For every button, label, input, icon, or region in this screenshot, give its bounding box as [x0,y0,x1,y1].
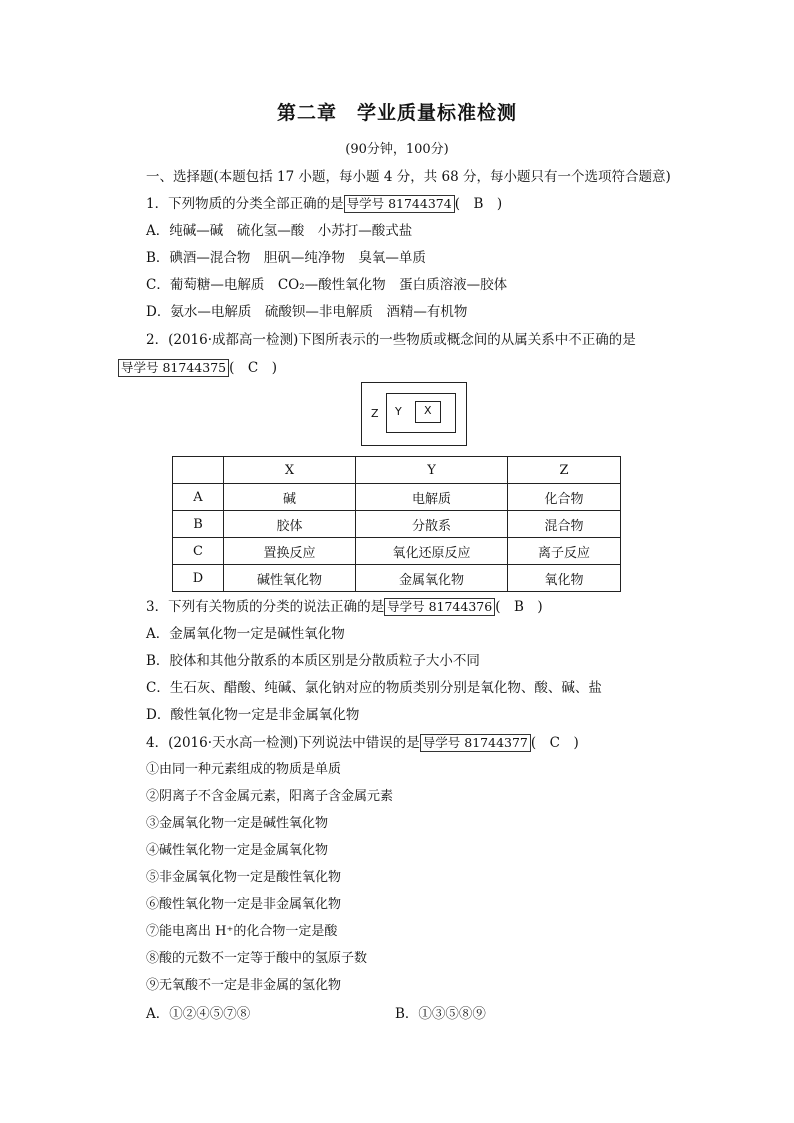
table-row [173,511,621,538]
question-3 [146,595,543,616]
question-1 [146,192,502,213]
statement: ③金属氧化物一定是碱性氧化物 [146,816,329,831]
statement: ⑧酸的元数不一定等于酸中的氢原子数 [146,951,368,966]
label-y: Y [395,405,402,418]
cell: 金属氧化物 [356,565,508,592]
statement: ①由同一种元素组成的物质是单质 [146,762,342,777]
question-stem: 3．下列有关物质的分类的说法正确的是 [146,599,385,615]
cell: 混合物 [508,511,621,538]
answer: ( B ) [454,196,503,212]
label-x: X [424,404,432,417]
option: A．①②④⑤⑦⑧ [146,1006,251,1022]
option: A．纯碱—碱 硫化氢—酸 小苏打—酸式盐 [146,223,413,239]
label-z: Z [371,407,379,420]
question-stem: 1．下列物质的分类全部正确的是 [146,196,344,212]
cell: 碱 [224,484,356,511]
venn-middle-box [386,393,456,433]
cell: 氧化物 [508,565,621,592]
statement: ⑨无氧酸不一定是非金属的氢化物 [146,978,342,993]
question-stem: 4．(2016·天水高一检测)下列说法中错误的是 [146,735,420,751]
venn-inner-box [415,401,441,423]
answer: ( B ) [495,599,543,615]
option: B．碘酒—混合物 胆矾—纯净物 臭氧—单质 [146,250,426,266]
header-cell: Z [508,457,621,484]
header-cell [173,457,224,484]
option: D．氨水—电解质 硫酸钡—非电解质 酒精—有机物 [146,304,468,320]
cell: 置换反应 [224,538,356,565]
cell: 分散系 [356,511,508,538]
question-2-stem: 2．(2016·成都高一检测)下图所表示的一些物质或概念间的从属关系中不正确的是 [146,332,636,348]
statement: ②阴离子不含金属元素，阳离子含金属元素 [146,789,394,804]
cell: 胶体 [224,511,356,538]
cell: 电解质 [356,484,508,511]
option: B．胶体和其他分散系的本质区别是分散质粒子大小不同 [146,653,480,669]
cell: A [173,484,224,511]
option: B．①③⑤⑧⑨ [395,1006,486,1022]
statement: ⑥酸性氧化物一定是非金属氧化物 [146,897,342,912]
cell: 化合物 [508,484,621,511]
table-row [173,538,621,565]
guide-code: 导学号 81744376 [384,598,495,616]
option: C．葡萄糖—电解质 CO₂—酸性氧化物 蛋白质溶液—胶体 [146,277,508,293]
guide-code: 导学号 81744374 [344,195,455,213]
question-4 [146,731,579,752]
cell: 碱性氧化物 [224,565,356,592]
statement: ⑤非金属氧化物一定是酸性氧化物 [146,870,342,885]
cell: B [173,511,224,538]
header-cell: X [224,457,356,484]
venn-diagram [361,382,467,446]
cell: 离子反应 [508,538,621,565]
table-row [173,484,621,511]
exam-duration-score: (90分钟，100分) [345,142,449,157]
question-2-code-line [118,356,277,377]
header-cell: Y [356,457,508,484]
guide-code: 导学号 81744375 [118,359,229,377]
table-header-row [173,457,621,484]
cell: 氧化还原反应 [356,538,508,565]
guide-code: 导学号 81744377 [420,734,531,752]
page-title: 第二章 学业质量标准检测 [276,102,517,124]
option: D．酸性氧化物一定是非金属氧化物 [146,707,360,723]
option: A．金属氧化物一定是碱性氧化物 [146,626,345,642]
statement: ⑦能电离出 H⁺的化合物一定是酸 [146,924,338,939]
answer: ( C ) [229,360,277,376]
statement: ④碱性氧化物一定是金属氧化物 [146,843,329,858]
table-row [173,565,621,592]
classification-table [172,456,621,592]
section-heading: 一、选择题(本题包括 17 小题，每小题 4 分，共 68 分，每小题只有一个选项符合题意) [146,169,671,185]
cell: D [173,565,224,592]
answer: ( C ) [530,735,579,751]
cell: C [173,538,224,565]
option: C．生石灰、醋酸、纯碱、氯化钠对应的物质类别分别是氧化物、酸、碱、盐 [146,680,602,696]
